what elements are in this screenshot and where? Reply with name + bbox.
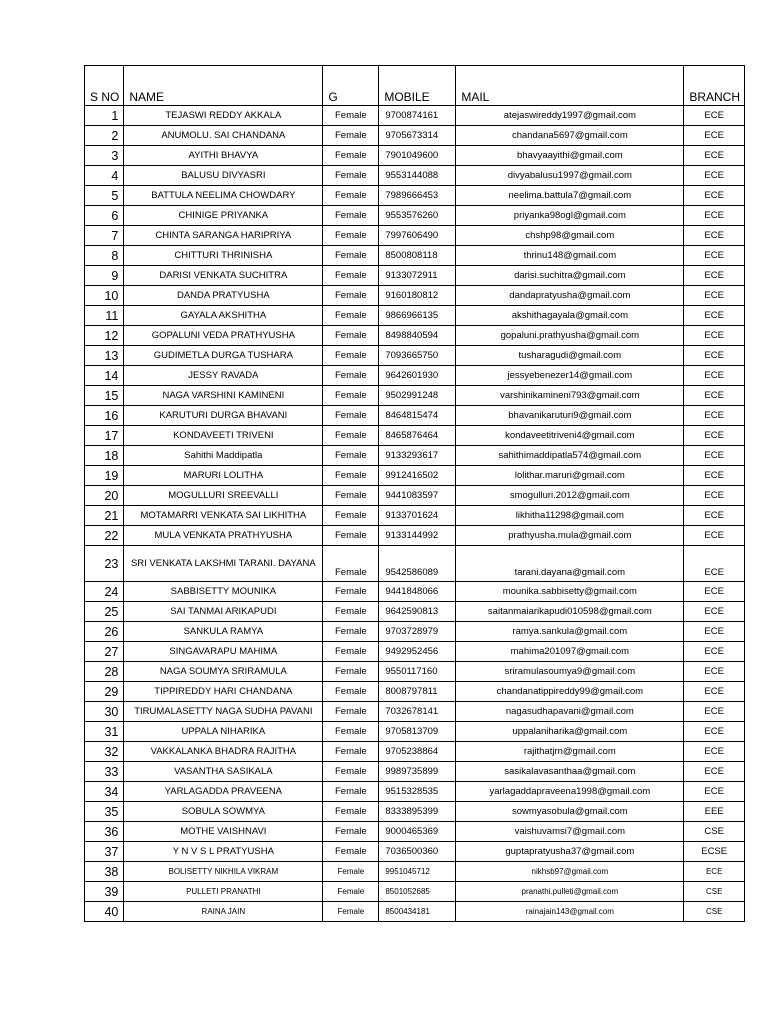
sno-cell: 17 xyxy=(85,426,124,446)
mobile-cell: 9700874161 xyxy=(379,106,456,126)
branch-cell: ECSE xyxy=(684,842,745,862)
sno-cell: 31 xyxy=(85,722,124,742)
gender-cell: Female xyxy=(323,582,379,602)
gender-cell: Female xyxy=(323,346,379,366)
mail-cell: jessyebenezer14@gmail.com xyxy=(456,366,684,386)
sno-cell: 16 xyxy=(85,406,124,426)
name-cell: DANDA PRATYUSHA xyxy=(124,286,323,306)
branch-cell: ECE xyxy=(684,446,745,466)
sno-cell: 12 xyxy=(85,326,124,346)
name-cell: UPPALA NIHARIKA xyxy=(124,722,323,742)
mobile-cell: 8464815474 xyxy=(379,406,456,426)
mobile-cell: 8500808118 xyxy=(379,246,456,266)
table-row xyxy=(85,862,745,882)
mail-cell: dandapratyusha@gmail.com xyxy=(456,286,684,306)
mobile-cell: 9515328535 xyxy=(379,782,456,802)
name-cell: SOBULA SOWMYA xyxy=(124,802,323,822)
mail-cell: guptapratyusha37@gmail.com xyxy=(456,842,684,862)
mail-cell: darisi.suchitra@gmail.com xyxy=(456,266,684,286)
table-row xyxy=(85,742,745,762)
name-cell: BOLISETTY NIKHILA VIKRAM xyxy=(124,862,323,882)
mobile-cell: 9542586089 xyxy=(379,546,456,582)
mobile-cell: 8500434181 xyxy=(379,902,456,922)
table-row xyxy=(85,426,745,446)
branch-cell: CSE xyxy=(684,882,745,902)
branch-cell: ECE xyxy=(684,286,745,306)
mobile-cell: 9989735899 xyxy=(379,762,456,782)
gender-cell: Female xyxy=(323,146,379,166)
name-cell: TIRUMALASETTY NAGA SUDHA PAVANI xyxy=(124,702,323,722)
gender-cell: Female xyxy=(323,186,379,206)
mail-cell: tarani.dayana@gmail.com xyxy=(456,546,684,582)
sno-cell: 6 xyxy=(85,206,124,226)
mail-cell: uppalaniharika@gmail.com xyxy=(456,722,684,742)
sno-cell: 13 xyxy=(85,346,124,366)
table-body xyxy=(85,66,745,922)
gender-cell: Female xyxy=(323,602,379,622)
gender-cell: Female xyxy=(323,306,379,326)
gender-cell: Female xyxy=(323,526,379,546)
name-cell: MULA VENKATA PRATHYUSHA xyxy=(124,526,323,546)
branch-cell: ECE xyxy=(684,466,745,486)
table-row xyxy=(85,702,745,722)
name-cell: SAI TANMAI ARIKAPUDI xyxy=(124,602,323,622)
branch-cell: ECE xyxy=(684,742,745,762)
name-cell: MOTHE VAISHNAVI xyxy=(124,822,323,842)
header-gender: G xyxy=(323,66,379,106)
mobile-cell: 9441848066 xyxy=(379,582,456,602)
header-mail: MAIL xyxy=(456,66,684,106)
mail-cell: rainajain143@gmail.com xyxy=(456,902,684,922)
header-name: NAME xyxy=(124,66,323,106)
branch-cell: ECE xyxy=(684,186,745,206)
branch-cell: ECE xyxy=(684,346,745,366)
branch-cell: ECE xyxy=(684,166,745,186)
mail-cell: gopaluni.prathyusha@gmail.com xyxy=(456,326,684,346)
branch-cell: ECE xyxy=(684,126,745,146)
mobile-cell: 7032678141 xyxy=(379,702,456,722)
gender-cell: Female xyxy=(323,326,379,346)
mail-cell: ramya.sankula@gmail.com xyxy=(456,622,684,642)
mobile-cell: 9000465369 xyxy=(379,822,456,842)
branch-cell: EEE xyxy=(684,802,745,822)
gender-cell: Female xyxy=(323,862,379,882)
mobile-cell: 9550117160 xyxy=(379,662,456,682)
gender-cell: Female xyxy=(323,662,379,682)
sno-cell: 9 xyxy=(85,266,124,286)
mail-cell: neelima.battula7@gmail.com xyxy=(456,186,684,206)
mail-cell: thrinu148@gmail.com xyxy=(456,246,684,266)
mobile-cell: 9133701624 xyxy=(379,506,456,526)
name-cell: CHINIGE PRIYANKA xyxy=(124,206,323,226)
mobile-cell: 9133144992 xyxy=(379,526,456,546)
name-cell: NAGA VARSHINI KAMINENI xyxy=(124,386,323,406)
mail-cell: bhavanikaruturi9@gmail.com xyxy=(456,406,684,426)
branch-cell: ECE xyxy=(684,246,745,266)
table-row xyxy=(85,126,745,146)
name-cell: CHINTA SARANGA HARIPRIYA xyxy=(124,226,323,246)
name-cell: RAINA JAIN xyxy=(124,902,323,922)
student-table xyxy=(84,65,745,922)
table-row xyxy=(85,902,745,922)
sno-cell: 25 xyxy=(85,602,124,622)
name-cell: MOGULLURI SREEVALLI xyxy=(124,486,323,506)
mail-cell: vaishuvamsi7@gmail.com xyxy=(456,822,684,842)
gender-cell: Female xyxy=(323,106,379,126)
mobile-cell: 9502991248 xyxy=(379,386,456,406)
table-row xyxy=(85,546,745,582)
branch-cell: ECE xyxy=(684,526,745,546)
gender-cell: Female xyxy=(323,366,379,386)
table-row xyxy=(85,822,745,842)
sno-cell: 4 xyxy=(85,166,124,186)
sno-cell: 37 xyxy=(85,842,124,862)
table-row xyxy=(85,446,745,466)
sno-cell: 29 xyxy=(85,682,124,702)
mail-cell: akshithagayala@gmail.com xyxy=(456,306,684,326)
name-cell: SRI VENKATA LAKSHMI TARANI. DAYANA xyxy=(124,546,323,582)
table-row xyxy=(85,486,745,506)
table-row xyxy=(85,106,745,126)
name-cell: CHITTURI THRINISHA xyxy=(124,246,323,266)
branch-cell: ECE xyxy=(684,426,745,446)
mobile-cell: 9951045712 xyxy=(379,862,456,882)
gender-cell: Female xyxy=(323,702,379,722)
branch-cell: ECE xyxy=(684,702,745,722)
branch-cell: CSE xyxy=(684,902,745,922)
name-cell: YARLAGADDA PRAVEENA xyxy=(124,782,323,802)
mail-cell: smogulluri.2012@gmail.com xyxy=(456,486,684,506)
branch-cell: ECE xyxy=(684,642,745,662)
mobile-cell: 8008797811 xyxy=(379,682,456,702)
mobile-cell: 9703728979 xyxy=(379,622,456,642)
mobile-cell: 9133072911 xyxy=(379,266,456,286)
table-row xyxy=(85,506,745,526)
name-cell: BATTULA NEELIMA CHOWDARY xyxy=(124,186,323,206)
mail-cell: rajithatjrn@gmail.com xyxy=(456,742,684,762)
gender-cell: Female xyxy=(323,126,379,146)
gender-cell: Female xyxy=(323,882,379,902)
table-row xyxy=(85,782,745,802)
mobile-cell: 9705238864 xyxy=(379,742,456,762)
table-row xyxy=(85,166,745,186)
name-cell: SABBISETTY MOUNIKA xyxy=(124,582,323,602)
gender-cell: Female xyxy=(323,622,379,642)
mobile-cell: 7036500360 xyxy=(379,842,456,862)
branch-cell: ECE xyxy=(684,106,745,126)
sno-cell: 1 xyxy=(85,106,124,126)
branch-cell: ECE xyxy=(684,486,745,506)
sno-cell: 21 xyxy=(85,506,124,526)
table-row xyxy=(85,206,745,226)
gender-cell: Female xyxy=(323,546,379,582)
table-row xyxy=(85,346,745,366)
gender-cell: Female xyxy=(323,466,379,486)
table-row xyxy=(85,366,745,386)
mobile-cell: 9866966135 xyxy=(379,306,456,326)
sno-cell: 33 xyxy=(85,762,124,782)
table-row xyxy=(85,186,745,206)
table-row xyxy=(85,842,745,862)
mail-cell: nikhsb97@gmail.com xyxy=(456,862,684,882)
mobile-cell: 8333895399 xyxy=(379,802,456,822)
mobile-cell: 8498840594 xyxy=(379,326,456,346)
name-cell: BALUSU DIVYASRI xyxy=(124,166,323,186)
branch-cell: ECE xyxy=(684,306,745,326)
gender-cell: Female xyxy=(323,246,379,266)
sno-cell: 8 xyxy=(85,246,124,266)
sno-cell: 30 xyxy=(85,702,124,722)
branch-cell: CSE xyxy=(684,822,745,842)
header-row xyxy=(85,66,745,106)
table-row xyxy=(85,802,745,822)
mail-cell: prathyusha.mula@gmail.com xyxy=(456,526,684,546)
mail-cell: mahima201097@gmail.com xyxy=(456,642,684,662)
branch-cell: ECE xyxy=(684,226,745,246)
sno-cell: 18 xyxy=(85,446,124,466)
mail-cell: varshinikamineni793@gmail.com xyxy=(456,386,684,406)
branch-cell: ECE xyxy=(684,662,745,682)
sno-cell: 19 xyxy=(85,466,124,486)
sno-cell: 10 xyxy=(85,286,124,306)
gender-cell: Female xyxy=(323,226,379,246)
gender-cell: Female xyxy=(323,802,379,822)
branch-cell: ECE xyxy=(684,582,745,602)
header-mobile: MOBILE xyxy=(379,66,456,106)
branch-cell: ECE xyxy=(684,602,745,622)
sno-cell: 7 xyxy=(85,226,124,246)
mobile-cell: 9441083597 xyxy=(379,486,456,506)
mobile-cell: 8501052685 xyxy=(379,882,456,902)
header-branch: BRANCH xyxy=(684,66,745,106)
gender-cell: Female xyxy=(323,902,379,922)
gender-cell: Female xyxy=(323,642,379,662)
table-row xyxy=(85,246,745,266)
name-cell: Sahithi Maddipatla xyxy=(124,446,323,466)
table-row xyxy=(85,146,745,166)
gender-cell: Female xyxy=(323,166,379,186)
sno-cell: 24 xyxy=(85,582,124,602)
sno-cell: 15 xyxy=(85,386,124,406)
name-cell: AYITHI BHAVYA xyxy=(124,146,323,166)
mobile-cell: 9553576260 xyxy=(379,206,456,226)
mail-cell: tusharagudi@gmail.com xyxy=(456,346,684,366)
mobile-cell: 9642601930 xyxy=(379,366,456,386)
mobile-cell: 9705813709 xyxy=(379,722,456,742)
table-row xyxy=(85,286,745,306)
mobile-cell: 7989666453 xyxy=(379,186,456,206)
table-row xyxy=(85,526,745,546)
table-row xyxy=(85,306,745,326)
table-row xyxy=(85,466,745,486)
table-row xyxy=(85,722,745,742)
table-row xyxy=(85,882,745,902)
gender-cell: Female xyxy=(323,266,379,286)
mobile-cell: 7901049600 xyxy=(379,146,456,166)
name-cell: SANKULA RAMYA xyxy=(124,622,323,642)
sno-cell: 32 xyxy=(85,742,124,762)
gender-cell: Female xyxy=(323,506,379,526)
gender-cell: Female xyxy=(323,386,379,406)
table-row xyxy=(85,582,745,602)
branch-cell: ECE xyxy=(684,762,745,782)
mail-cell: atejaswireddy1997@gmail.com xyxy=(456,106,684,126)
name-cell: TEJASWI REDDY AKKALA xyxy=(124,106,323,126)
sno-cell: 22 xyxy=(85,526,124,546)
mail-cell: sahithimaddipatla574@gmail.com xyxy=(456,446,684,466)
mail-cell: yarlagaddapraveena1998@gmail.com xyxy=(456,782,684,802)
mail-cell: saitanmaiarikapudi010598@gmail.com xyxy=(456,602,684,622)
mobile-cell: 9912416502 xyxy=(379,466,456,486)
branch-cell: ECE xyxy=(684,782,745,802)
mail-cell: bhavyaayithi@gmail.com xyxy=(456,146,684,166)
sno-cell: 20 xyxy=(85,486,124,506)
branch-cell: ECE xyxy=(684,682,745,702)
table-row xyxy=(85,762,745,782)
sno-cell: 28 xyxy=(85,662,124,682)
sno-cell: 40 xyxy=(85,902,124,922)
sno-cell: 35 xyxy=(85,802,124,822)
gender-cell: Female xyxy=(323,406,379,426)
mobile-cell: 7093665750 xyxy=(379,346,456,366)
name-cell: TIPPIREDDY HARI CHANDANA xyxy=(124,682,323,702)
sno-cell: 23 xyxy=(85,546,124,582)
branch-cell: ECE xyxy=(684,206,745,226)
gender-cell: Female xyxy=(323,822,379,842)
mail-cell: chandanatippireddy99@gmail.com xyxy=(456,682,684,702)
table-row xyxy=(85,266,745,286)
table-row xyxy=(85,326,745,346)
branch-cell: ECE xyxy=(684,366,745,386)
name-cell: GOPALUNI VEDA PRATHYUSHA xyxy=(124,326,323,346)
mobile-cell: 9492952456 xyxy=(379,642,456,662)
name-cell: SINGAVARAPU MAHIMA xyxy=(124,642,323,662)
mobile-cell: 9133293617 xyxy=(379,446,456,466)
mobile-cell: 9642590813 xyxy=(379,602,456,622)
branch-cell: ECE xyxy=(684,406,745,426)
branch-cell: ECE xyxy=(684,622,745,642)
table-row xyxy=(85,602,745,622)
mail-cell: lolithar.maruri@gmail.com xyxy=(456,466,684,486)
branch-cell: ECE xyxy=(684,546,745,582)
name-cell: GAYALA AKSHITHA xyxy=(124,306,323,326)
name-cell: KARUTURI DURGA BHAVANI xyxy=(124,406,323,426)
name-cell: ANUMOLU. SAI CHANDANA xyxy=(124,126,323,146)
mail-cell: sriramulasoumya9@gmail.com xyxy=(456,662,684,682)
sno-cell: 34 xyxy=(85,782,124,802)
sno-cell: 2 xyxy=(85,126,124,146)
name-cell: KONDAVEETI TRIVENI xyxy=(124,426,323,446)
branch-cell: ECE xyxy=(684,722,745,742)
mail-cell: divyabalusu1997@gmail.com xyxy=(456,166,684,186)
branch-cell: ECE xyxy=(684,506,745,526)
table-row xyxy=(85,622,745,642)
branch-cell: ECE xyxy=(684,862,745,882)
mail-cell: sowmyasobula@gmail.com xyxy=(456,802,684,822)
table-row xyxy=(85,662,745,682)
branch-cell: ECE xyxy=(684,386,745,406)
name-cell: VASANTHA SASIKALA xyxy=(124,762,323,782)
mobile-cell: 9553144088 xyxy=(379,166,456,186)
sno-cell: 5 xyxy=(85,186,124,206)
gender-cell: Female xyxy=(323,446,379,466)
sno-cell: 38 xyxy=(85,862,124,882)
gender-cell: Female xyxy=(323,682,379,702)
name-cell: Y N V S L PRATYUSHA xyxy=(124,842,323,862)
mobile-cell: 9160180812 xyxy=(379,286,456,306)
table-row xyxy=(85,406,745,426)
header-sno: S NO xyxy=(85,66,124,106)
branch-cell: ECE xyxy=(684,326,745,346)
branch-cell: ECE xyxy=(684,266,745,286)
mobile-cell: 9705673314 xyxy=(379,126,456,146)
table-row xyxy=(85,642,745,662)
name-cell: MOTAMARRI VENKATA SAI LIKHITHA xyxy=(124,506,323,526)
gender-cell: Female xyxy=(323,842,379,862)
branch-cell: ECE xyxy=(684,146,745,166)
mail-cell: priyanka98ogl@gmail.com xyxy=(456,206,684,226)
sno-cell: 3 xyxy=(85,146,124,166)
name-cell: DARISI VENKATA SUCHITRA xyxy=(124,266,323,286)
sno-cell: 11 xyxy=(85,306,124,326)
gender-cell: Female xyxy=(323,486,379,506)
mobile-cell: 8465876464 xyxy=(379,426,456,446)
gender-cell: Female xyxy=(323,722,379,742)
mail-cell: chshp98@gmail.com xyxy=(456,226,684,246)
name-cell: GUDIMETLA DURGA TUSHARA xyxy=(124,346,323,366)
mail-cell: mounika.sabbisetty@gmail.com xyxy=(456,582,684,602)
mobile-cell: 7997606490 xyxy=(379,226,456,246)
table-row xyxy=(85,682,745,702)
name-cell: JESSY RAVADA xyxy=(124,366,323,386)
name-cell: PULLETI PRANATHI xyxy=(124,882,323,902)
name-cell: VAKKALANKA BHADRA RAJITHA xyxy=(124,742,323,762)
sno-cell: 14 xyxy=(85,366,124,386)
table-row xyxy=(85,226,745,246)
mail-cell: kondaveetitriveni4@gmail.com xyxy=(456,426,684,446)
sno-cell: 39 xyxy=(85,882,124,902)
mail-cell: pranathi.pulleti@gmail.com xyxy=(456,882,684,902)
mail-cell: nagasudhapavani@gmail.com xyxy=(456,702,684,722)
gender-cell: Female xyxy=(323,762,379,782)
gender-cell: Female xyxy=(323,742,379,762)
mail-cell: likhitha11298@gmail.com xyxy=(456,506,684,526)
sno-cell: 26 xyxy=(85,622,124,642)
sno-cell: 27 xyxy=(85,642,124,662)
table-row xyxy=(85,386,745,406)
name-cell: MARURI LOLITHA xyxy=(124,466,323,486)
gender-cell: Female xyxy=(323,426,379,446)
name-cell: NAGA SOUMYA SRIRAMULA xyxy=(124,662,323,682)
sno-cell: 36 xyxy=(85,822,124,842)
gender-cell: Female xyxy=(323,286,379,306)
gender-cell: Female xyxy=(323,782,379,802)
mail-cell: sasikalavasanthaa@gmail.com xyxy=(456,762,684,782)
mail-cell: chandana5697@gmail.com xyxy=(456,126,684,146)
gender-cell: Female xyxy=(323,206,379,226)
